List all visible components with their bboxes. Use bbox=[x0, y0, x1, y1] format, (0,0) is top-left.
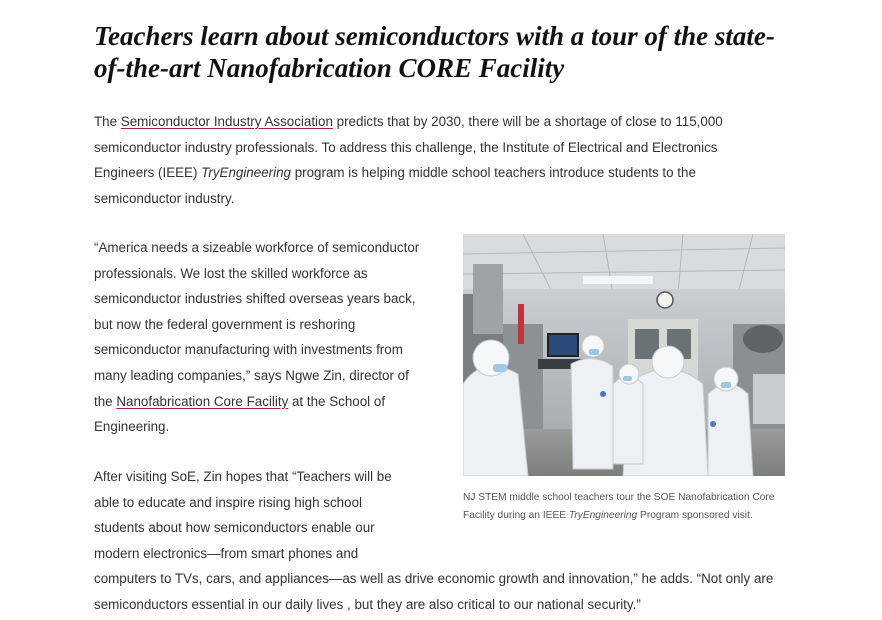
figure-caption: NJ STEM middle school teachers tour the SOE Nanofabrication Core Facility during an IEEE TryEngineering Program sponsored visit. bbox=[463, 492, 775, 521]
cleanroom-photo bbox=[463, 234, 785, 476]
article bbox=[94, 0, 794, 612]
article-title: Teachers learn about semiconductors with a tour of the state-of-the-art Nanofabrication CORE Facility bbox=[94, 21, 775, 83]
paragraph-hopes: After visiting SoE, Zin hopes that “Teachers will be able to educate and inspire rising high school students about how semiconductors enable our modern electronics—from smart phones and computers to TVs, cars, and appliances—as well as drive economic growth and innovation,” he adds. “Not only are semiconductors essential in our daily lives , but they are also critical to our national security.” bbox=[94, 469, 774, 612]
paragraph-quote: “America needs a sizeable workforce of semiconductor professionals. We lost the skilled workforce as semiconductor industries shifted overseas years back, but now the federal government is reshoring semiconductor manufacturing with investments from many leading companies,” says Ngwe Zin, director of the Nanofabrication Core Facility at the School of Engineering. bbox=[94, 240, 420, 435]
nanofab-core-link[interactable]: Nanofabrication Core Facility bbox=[116, 393, 289, 409]
sia-link[interactable]: Semiconductor Industry Association bbox=[120, 114, 333, 129]
figure bbox=[463, 234, 785, 524]
paragraph-intro: The Semiconductor Industry Association predicts that by 2030, there will be a shortage of close to 115,000 semiconductor industry professionals. To address this challenge, the Institute of Electrical and Electronics Engineers (IEEE) TryEngineering program is helping middle school teachers introduce students to the semiconductor industry. bbox=[94, 114, 723, 206]
